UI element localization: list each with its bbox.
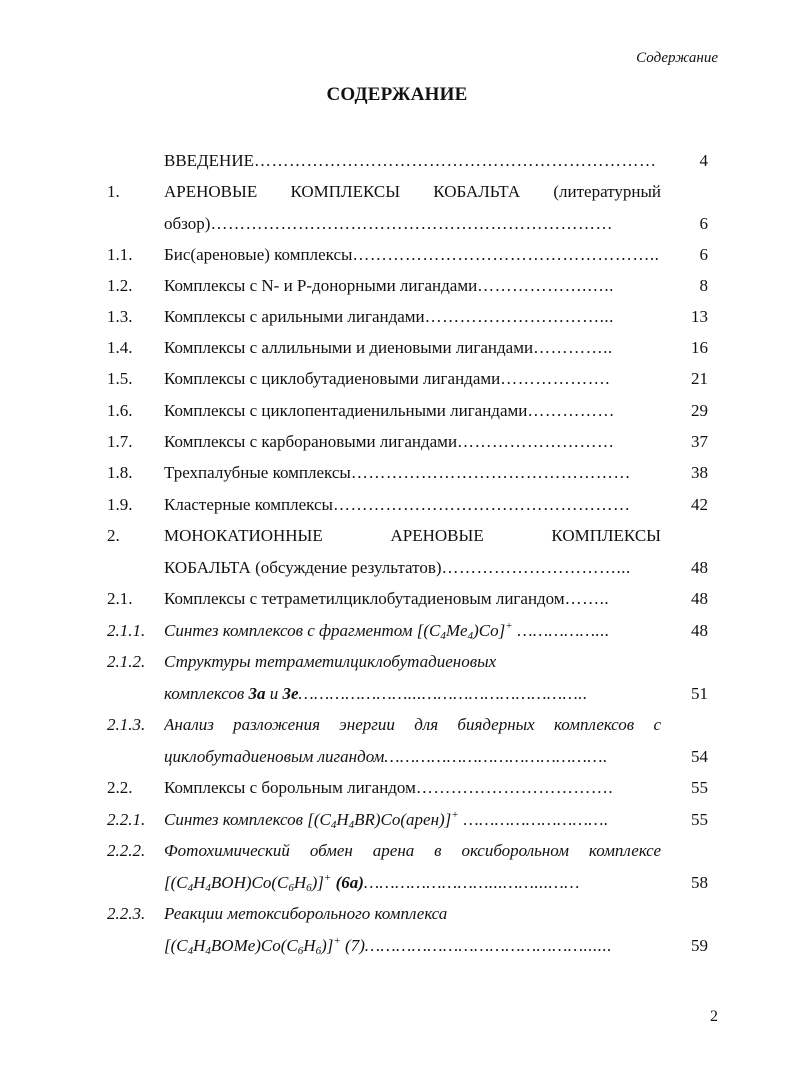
toc-number: 2.2. (107, 778, 133, 797)
toc-text: Комплексы с циклобутадиеновыми лигандами………………. (164, 369, 610, 388)
toc-page: 6 (699, 245, 708, 264)
toc-number: 2. (107, 526, 120, 545)
toc-page: 42 (691, 495, 708, 514)
toc-page: 21 (691, 369, 708, 388)
toc-number: 1.2. (107, 276, 133, 295)
toc-text: Синтез комплексов $[(C_4H_4BR)Co(арен)]^+$ ………………………. (164, 809, 609, 831)
toc-text: Синтез комплексов с фрагментом $[(C_4Me_4)Co]^+$ ……………... (164, 620, 610, 642)
toc-page: 48 (691, 589, 708, 608)
toc-row[interactable] (0, 583, 794, 614)
toc-row[interactable] (0, 208, 794, 239)
toc-row[interactable] (0, 332, 794, 363)
toc-text: комплексов 3a и 3e…………………...………………………….. (164, 684, 588, 703)
toc-row[interactable] (0, 898, 794, 929)
toc-number: 1.8. (107, 463, 133, 482)
toc-number: 2.1.2. (107, 652, 146, 671)
toc-row[interactable] (0, 867, 794, 898)
toc-page: 58 (691, 873, 708, 892)
toc-number: 1.1. (107, 245, 133, 264)
toc-page: 38 (691, 463, 708, 482)
toc-text: Комплексы с циклопентадиенильными лигандами…………… (164, 401, 615, 420)
page-number: 2 (710, 1008, 718, 1025)
compound-label: 3e (282, 684, 299, 703)
compound-label: (6a) (335, 873, 364, 892)
toc-text: Трехпалубные комплексы………………………………………… (164, 463, 631, 482)
toc-page: 29 (691, 401, 708, 420)
toc-number: 1.6. (107, 401, 133, 420)
toc-text: Комплексы с арильными лигандами…………………………... (164, 307, 614, 326)
toc-page: 55 (691, 810, 708, 829)
toc-text: Комплексы с N- и P-донорными лигандами……………….….. (164, 276, 614, 295)
toc-row[interactable] (0, 835, 794, 866)
toc-row[interactable] (0, 615, 794, 646)
running-header: Содержание (636, 50, 718, 66)
toc-text: КОБАЛЬТА (обсуждение результатов)…………………………... (164, 558, 631, 577)
toc-page: 4 (699, 151, 708, 170)
toc-number: 2.2.1. (107, 810, 146, 829)
toc-page: 48 (691, 621, 708, 640)
toc-page: 51 (691, 684, 708, 703)
toc-number: 1.5. (107, 369, 133, 388)
toc-row[interactable] (0, 145, 794, 176)
toc-text: Комплексы с карборановыми лигандами……………………… (164, 432, 615, 451)
compound-label: 3a (248, 684, 266, 703)
toc-number: 1.7. (107, 432, 133, 451)
toc-page: 54 (691, 747, 708, 766)
toc-text: Бис(ареновые) комплексы…………………………………………….. (164, 245, 660, 264)
toc-row[interactable] (0, 301, 794, 332)
chemical-formula: $[(C_4H_4BOH)Co(C_6H_6)]^+$ (164, 872, 332, 894)
toc-row[interactable] (0, 270, 794, 301)
toc-number: 2.2.2. (107, 841, 146, 860)
toc-text: Реакции метоксиборольного комплекса (164, 904, 448, 923)
toc-text: Комплексы с тетраметилциклобутадиеновым лигандом…….. (164, 589, 610, 608)
toc-row[interactable] (0, 457, 794, 488)
toc-text: Кластерные комплексы…………………………………………… (164, 495, 631, 514)
toc-row[interactable] (0, 646, 794, 677)
toc-row[interactable] (0, 804, 794, 835)
toc-text: циклобутадиеновым лигандом……………………………………. (164, 747, 608, 766)
toc-row[interactable] (0, 489, 794, 520)
toc-row[interactable] (0, 552, 794, 583)
toc-row[interactable] (0, 709, 794, 740)
toc-number: 1. (107, 182, 120, 201)
toc-text: обзор)…………………………………………………………… (164, 214, 613, 233)
page-title: СОДЕРЖАНИЕ (326, 84, 468, 105)
toc-number: 1.3. (107, 307, 133, 326)
toc-page: 48 (691, 558, 708, 577)
toc-text: Фотохимический обмен арена в оксиборольном комплексе (164, 841, 661, 860)
toc-row[interactable] (0, 520, 794, 551)
toc-text: АРЕНОВЫЕ КОМПЛЕКСЫ КОБАЛЬТА (литературный (164, 182, 661, 201)
toc-number: 2.1. (107, 589, 133, 608)
toc-row[interactable] (0, 239, 794, 270)
chemical-formula: $[(C_4H_4BOMe)Co(C_6H_6)]^+$ (164, 935, 341, 957)
toc-row[interactable] (0, 772, 794, 803)
toc-text: $[(C_4H_4BOMe)Co(C_6H_6)]^+$ (7)……………………………………...... (164, 935, 612, 957)
toc-row[interactable] (0, 930, 794, 961)
toc-page: 37 (691, 432, 708, 451)
toc-page: 55 (691, 778, 708, 797)
toc-text: ВВЕДЕНИЕ…………………………………………………………… (164, 151, 657, 170)
toc-page: 6 (699, 214, 708, 233)
toc-number: 1.9. (107, 495, 133, 514)
toc-number: 2.1.1. (107, 621, 146, 640)
toc-number: 1.4. (107, 338, 133, 357)
toc-page: 8 (699, 276, 708, 295)
toc-page: 16 (691, 338, 708, 357)
toc-row[interactable] (0, 395, 794, 426)
toc-text: $[(C_4H_4BOH)Co(C_6H_6)]^+$ (6a)……………………...……...…… (164, 872, 580, 894)
toc-text: Комплексы с аллильными и диеновыми лигандами………….. (164, 338, 613, 357)
toc-page: 13 (691, 307, 708, 326)
toc-row[interactable] (0, 678, 794, 709)
toc-row[interactable] (0, 363, 794, 394)
toc-row[interactable] (0, 426, 794, 457)
toc-text: Структуры тетраметилциклобутадиеновых (164, 652, 497, 671)
toc-row[interactable] (0, 741, 794, 772)
toc-page: 59 (691, 936, 708, 955)
toc-row[interactable] (0, 176, 794, 207)
toc-text: Комплексы с борольным лигандом……………………………. (164, 778, 614, 797)
compound-label: (7) (345, 936, 365, 955)
toc-text: Анализ разложения энергии для биядерных комплексов с (164, 715, 661, 734)
toc-number: 2.1.3. (107, 715, 146, 734)
toc-text: МОНОКАТИОННЫЕ АРЕНОВЫЕ КОМПЛЕКСЫ (164, 526, 661, 545)
toc-number: 2.2.3. (107, 904, 146, 923)
